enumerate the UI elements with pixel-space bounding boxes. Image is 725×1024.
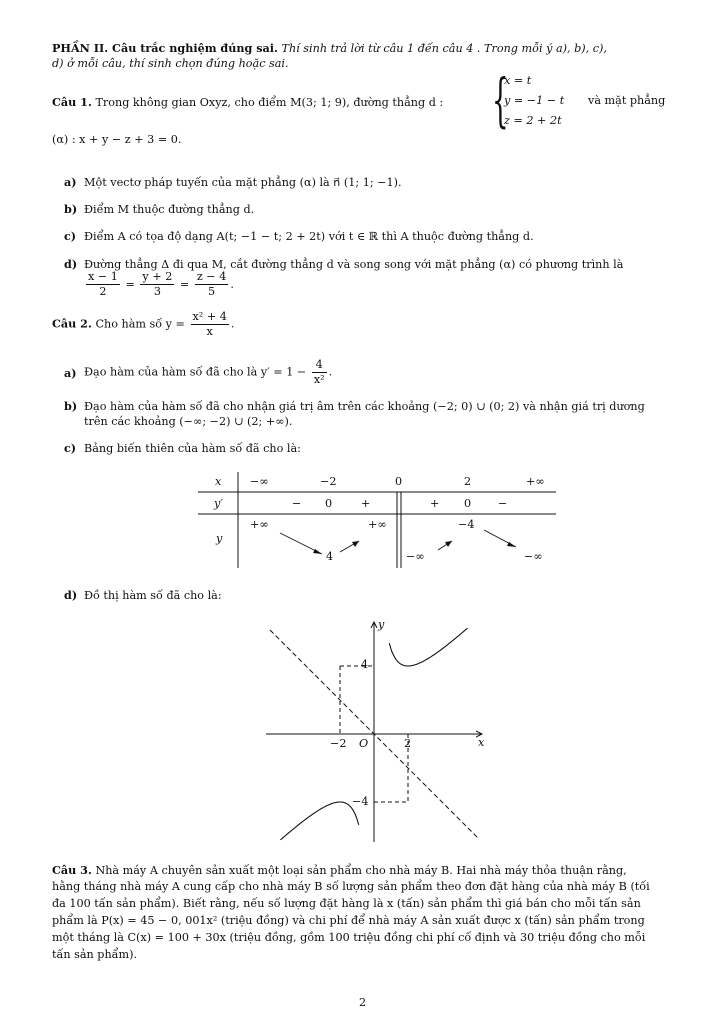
vt-y-value: +∞ [368, 518, 387, 531]
graph-tick: −2 [330, 737, 347, 750]
q2-option-c [64, 440, 694, 457]
curve-right-branch [389, 628, 467, 666]
q3-line-4: một tháng là C(x) = 100 + 30x (triệu đồng, gồm 100 triệu đồng chi phí cố định và 30 triệu đồng cho mỗi [52, 931, 646, 944]
vt-y-value: −4 [458, 518, 475, 531]
vt-x-value: +∞ [526, 475, 545, 488]
graph-tick: 2 [404, 737, 412, 750]
option-label: c) [64, 229, 77, 243]
q3-text: Nhà máy A chuyên sản xuất một loại sản phẩm cho nhà máy B. Hai nhà máy thỏa thuận rằng, [95, 864, 627, 877]
fraction [140, 270, 174, 299]
vt-sign: + [430, 497, 440, 510]
fraction [195, 270, 229, 299]
q1-line-system [492, 66, 570, 134]
option-label: a) [64, 175, 77, 189]
q1-plane: (α) : x + y − z + 3 = 0. [52, 133, 182, 146]
vt-x-value: 2 [464, 475, 472, 488]
q3-line-0 [52, 862, 674, 879]
function-graph [260, 616, 500, 846]
q1-tail: và mặt phẳng [588, 94, 666, 107]
q1-d-equation: $\frac{x - 1}{2}$ = $\frac{y + 2}{3}$ = $\frac{z - 4}{5}$ . [88, 270, 234, 298]
q2-d-text: Đồ thị hàm số đã cho là: [84, 589, 222, 602]
q3-line-5: tấn sản phẩm). [52, 948, 138, 961]
section-title: PHẦN II. Câu trắc nghiệm đúng sai. [52, 41, 278, 55]
vt-x-value: 0 [395, 475, 403, 488]
q2-option-d [64, 587, 694, 604]
option-label: a) [64, 365, 77, 380]
option-label: b) [64, 399, 78, 413]
numerator: x − 1 [88, 270, 118, 283]
vt-sign: + [361, 497, 371, 510]
vt-sign: 0 [464, 497, 472, 510]
fraction [312, 358, 327, 387]
variation-table [198, 472, 556, 568]
numerator: z − 4 [196, 270, 227, 283]
vt-y-value: +∞ [250, 518, 269, 531]
denominator: 5 [208, 285, 216, 298]
q1-label: Câu 1. [52, 95, 92, 109]
section-instruction-2: d) ở mỗi câu, thí sinh chọn đúng hoặc sai. [52, 57, 289, 70]
q3-line-3: phẩm là P(x) = 45 − 0, 001x² (triệu đồng) và chi phí để nhà máy A sản xuất được x (tấn) sản phẩm trong [52, 914, 645, 927]
vt-yp-label: y′ [214, 497, 223, 510]
vt-y-value: −∞ [524, 550, 543, 563]
section-instruction: Thí sinh trả lời từ câu 1 đến câu 4 . Trong mỗi ý a), b), c), [281, 42, 607, 55]
q2-b-text: Đạo hàm của hàm số đã cho nhận giá trị âm trên các khoảng (−2; 0) ∪ (0; 2) và nhận giá trị dương [84, 400, 645, 413]
q2-c-text: Bảng biến thiên của hàm số đã cho là: [84, 442, 301, 455]
curve-left-branch [281, 802, 359, 840]
q1-a-text: Một vectơ pháp tuyến của mặt phẳng (α) là n⃗ (1; 1; −1). [84, 176, 402, 189]
vt-sign: − [498, 497, 508, 510]
q1-c-text: Điểm A có tọa độ dạng A(t; −1 − t; 2 + 2t) với t ∈ ℝ thì A thuộc đường thẳng d. [84, 230, 534, 243]
page-number: 2 [358, 996, 367, 1009]
fraction [191, 310, 229, 339]
graph-tick: 4 [361, 658, 369, 671]
graph-x-label: x [478, 736, 485, 749]
graph-y-label: y [378, 618, 385, 631]
q3-label: Câu 3. [52, 863, 92, 877]
q1-sys-x: x = t [504, 74, 532, 87]
q2-label: Câu 2. [52, 316, 92, 331]
option-label: c) [64, 441, 77, 455]
q1-option-a [64, 174, 694, 191]
graph-tick: −4 [352, 795, 369, 808]
q1-d-text: Đường thẳng Δ đi qua M, cắt đường thẳng d và song song với mặt phẳng (α) có phương trình là [84, 258, 624, 271]
q2-option-a: a) Đạo hàm của hàm số đã cho là y′ = 1 − $\frac{4}{\text{x²}}$ . [64, 358, 333, 386]
vt-x-value: −2 [320, 475, 337, 488]
option-label: d) [64, 257, 78, 271]
section-header [52, 40, 674, 57]
denominator: x² [313, 373, 325, 386]
denominator: 3 [153, 285, 161, 298]
q1-stem [52, 94, 674, 111]
vt-y-value: −∞ [406, 550, 425, 563]
q1-text: Trong không gian Oxyz, cho điểm M(3; 1; 9), đường thẳng d : [95, 96, 444, 109]
vt-y-value: 4 [326, 550, 334, 563]
q2-b-text-2: trên các khoảng (−∞; −2) ∪ (2; +∞). [84, 415, 293, 428]
q3-line-2: đa 100 tấn sản phẩm). Biết rằng, nếu số lượng đặt hàng là x (tấn) sản phẩm thì giá bán cho mỗi tấn sản [52, 897, 641, 910]
denominator: 2 [99, 285, 107, 298]
q3-line-1: hằng tháng nhà máy A cung cấp cho nhà máy B số lượng sản phẩm theo đơn đặt hàng của nhà máy B (tối [52, 880, 650, 893]
denominator: x [206, 325, 213, 338]
option-label: d) [64, 588, 78, 602]
q2-text: Cho hàm số y = [95, 317, 185, 331]
q2-option-b [64, 398, 694, 415]
q1-b-text: Điểm M thuộc đường thẳng d. [84, 203, 255, 216]
q1-option-b [64, 201, 694, 218]
vt-sign: 0 [325, 497, 333, 510]
q1-sys-y: y = −1 − t [504, 94, 565, 107]
vt-sign: − [292, 497, 302, 510]
vt-x-label: x [215, 475, 222, 488]
graph-origin: O [359, 737, 369, 750]
q1-sys-z: z = 2 + 2t [504, 114, 562, 127]
numerator: y + 2 [142, 270, 173, 283]
q2-stem: Câu 2. Cho hàm số y = $\frac{\text{x² + 4}}{x}$ . [52, 310, 235, 338]
numerator: 4 [312, 358, 327, 373]
graph-svg [260, 616, 500, 846]
q1-option-c [64, 228, 694, 245]
vt-y-label: y [216, 532, 223, 545]
numerator: x² + 4 [192, 310, 227, 323]
brace-icon: { [492, 66, 509, 134]
vt-x-value: −∞ [250, 475, 269, 488]
q2-a-text: Đạo hàm của hàm số đã cho là y′ = 1 − [84, 365, 307, 379]
option-label: b) [64, 202, 78, 216]
fraction [86, 270, 120, 299]
